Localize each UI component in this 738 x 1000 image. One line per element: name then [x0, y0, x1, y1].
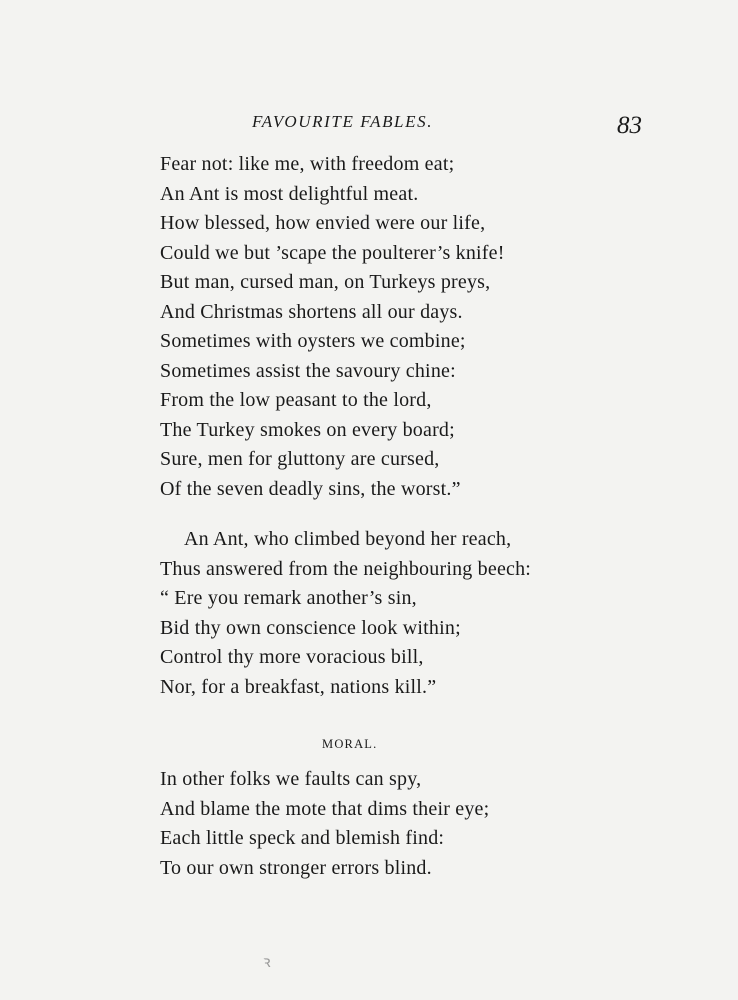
verse-line: Sure, men for gluttony are cursed,: [160, 448, 440, 470]
verse-line: But man, cursed man, on Turkeys preys,: [160, 271, 491, 293]
signature-mark: ꝛ: [263, 954, 271, 971]
moral-stanza: [160, 765, 489, 883]
verse-line: Nor, for a breakfast, nations kill.”: [160, 675, 437, 698]
running-head: FAVOURITE FABLES.: [252, 112, 434, 131]
verse-line: An Ant, who climbed beyond her reach,: [184, 528, 512, 550]
verse-line: Of the seven deadly sins, the worst.”: [160, 477, 461, 500]
verse-line: Could we but ’scape the poulterer’s knife!: [160, 241, 505, 264]
page-number: 83: [617, 112, 642, 139]
verse-line: Bid thy own conscience look within;: [160, 616, 461, 639]
stanza-1: [160, 150, 505, 504]
moral-heading: MORAL.: [322, 737, 378, 751]
verse-line: Control thy more voracious bill,: [160, 646, 424, 668]
verse-line: The Turkey smokes on every board;: [160, 418, 455, 441]
stanza-2: [160, 525, 531, 702]
verse-line: To our own stronger errors blind.: [160, 856, 432, 879]
verse-line: How blessed, how envied were our life,: [160, 212, 486, 234]
verse-line: Each little speck and blemish find:: [160, 827, 445, 849]
verse-line: “ Ere you remark another’s sin,: [160, 587, 417, 609]
verse-line: Sometimes with oysters we combine;: [160, 330, 466, 352]
verse-line: In other folks we faults can spy,: [160, 768, 422, 790]
verse-line: And Christmas shortens all our days.: [160, 300, 463, 323]
verse-line: And blame the mote that dims their eye;: [160, 797, 490, 820]
verse-line: Sometimes assist the savoury chine:: [160, 359, 456, 382]
verse-line: Fear not: like me, with freedom eat;: [160, 153, 455, 175]
verse-line: Thus answered from the neighbouring beech:: [160, 557, 532, 580]
verse-line: An Ant is most delightful meat.: [160, 182, 419, 205]
verse-line: From the low peasant to the lord,: [160, 389, 432, 411]
